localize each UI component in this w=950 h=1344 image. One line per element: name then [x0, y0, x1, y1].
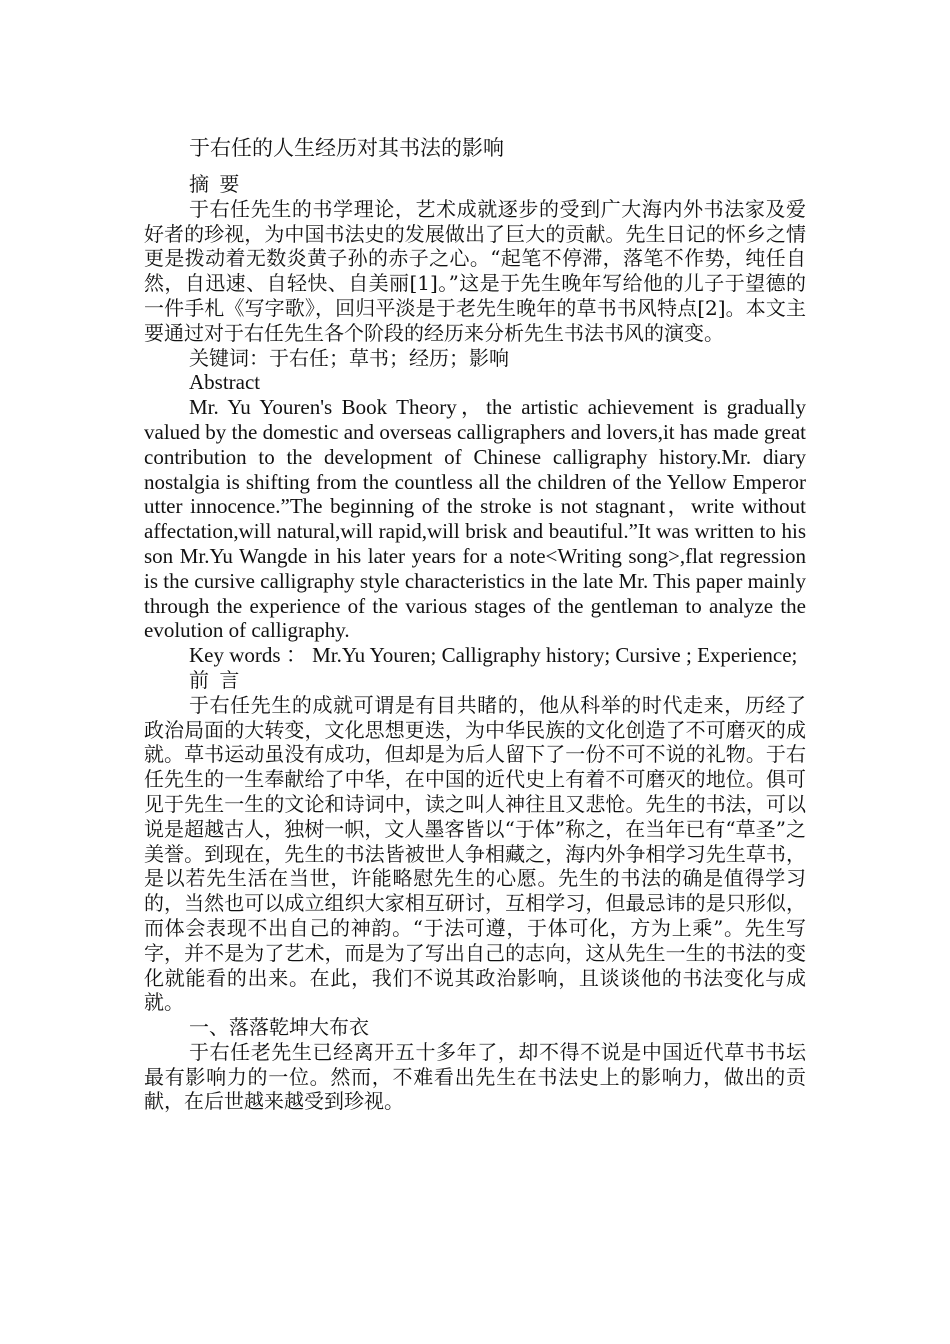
- document-page: [144, 134, 806, 1114]
- keywords-cn: 关键词：于右任；草书；经历；影响: [189, 345, 509, 370]
- document-title: 于右任的人生经历对其书法的影响: [189, 136, 504, 160]
- abstract-en-heading: Abstract: [189, 370, 261, 395]
- section1-heading: 一、落落乾坤大布衣: [189, 1015, 369, 1040]
- abstract-cn-paragraph: 于右任先生的书学理论，艺术成就逐步的受到广大海内外书法家及爱好者的珍视，为中国书法史的发展做出了巨大的贡献。先生日记的怀乡之情更是拨动着无数炎黄子孙的赤子之心。“起笔不停滞，落笔不作势，纯任自然，自迅速、自轻快、自美丽[1]。”这是于先生晚年写给他的儿子于望德的一件手札《写字歌》，回归平淡是于老先生晚年的草书书风特点[2]。本文主要通过对于右任先生各个阶段的经历来分析先生书法书风的演变。: [144, 196, 806, 345]
- abstract-en-paragraph: Mr. Yu Youren's Book Theory，the artistic achievement is gradually valued by the domestic and overseas calligraphers and lovers,it has made great contribution to the development of Chinese calligraphy history.Mr. diary nostalgia is shifting from the countless all the children of the Yellow Emperor utter innocence.”The beginning of the stroke is not stagnant，write without affectation,will natural,will rapid,will brisk and beautiful.”It was written to his son Mr.Yu Wangde in his later years for a note<Writing song>,flat regression is the cursive calligraphy style characteristics in the late Mr. This paper mainly through the experience of the various stages of the gentleman to analyze the evolution of calligraphy.: [144, 395, 806, 643]
- preface-paragraph: 于右任先生的成就可谓是有目共睹的，他从科举的时代走来，历经了政治局面的大转变，文化思想更迭，为中华民族的文化创造了不可磨灭的成就。草书运动虽没有成功，但却是为后人留下了一份不可不说的礼物。于右任先生的一生奉献给了中华，在中国的近代史上有着不可磨灭的地位。俱可见于先生一生的文论和诗词中，读之叫人神往且又悲怆。先生的书法，可以说是超越古人，独树一帜，文人墨客皆以“于体”称之，在当年已有“草圣”之美誉。到现在，先生的书法皆被世人争相藏之，海内外争相学习先生草书，是以若先生活在当世，许能略慰先生的心愿。先生的书法的确是值得学习的，当然也可以成立组织大家相互研讨，互相学习，但最忌讳的是只形似，而体会表现不出自己的神韵。“于法可遵，于体可化，方为上乘”。先生写字，并不是为了艺术，而是为了写出自己的志向，这从先生一生的书法的变化就能看的出来。在此，我们不说其政治影响，且谈谈他的书法变化与成就。: [144, 692, 806, 1015]
- preface-heading: 前 言: [189, 667, 242, 692]
- keywords-en: Key words ： Mr.Yu Youren; Calligraphy history; Cursive ; Experience;: [189, 643, 798, 668]
- abstract-cn-heading: 摘 要: [189, 172, 242, 196]
- section1-paragraph: 于右任老先生已经离开五十多年了，却不得不说是中国近代草书书坛最有影响力的一位。然而，不难看出先生在书法史上的影响力，做出的贡献，在后世越来越受到珍视。: [144, 1039, 806, 1114]
